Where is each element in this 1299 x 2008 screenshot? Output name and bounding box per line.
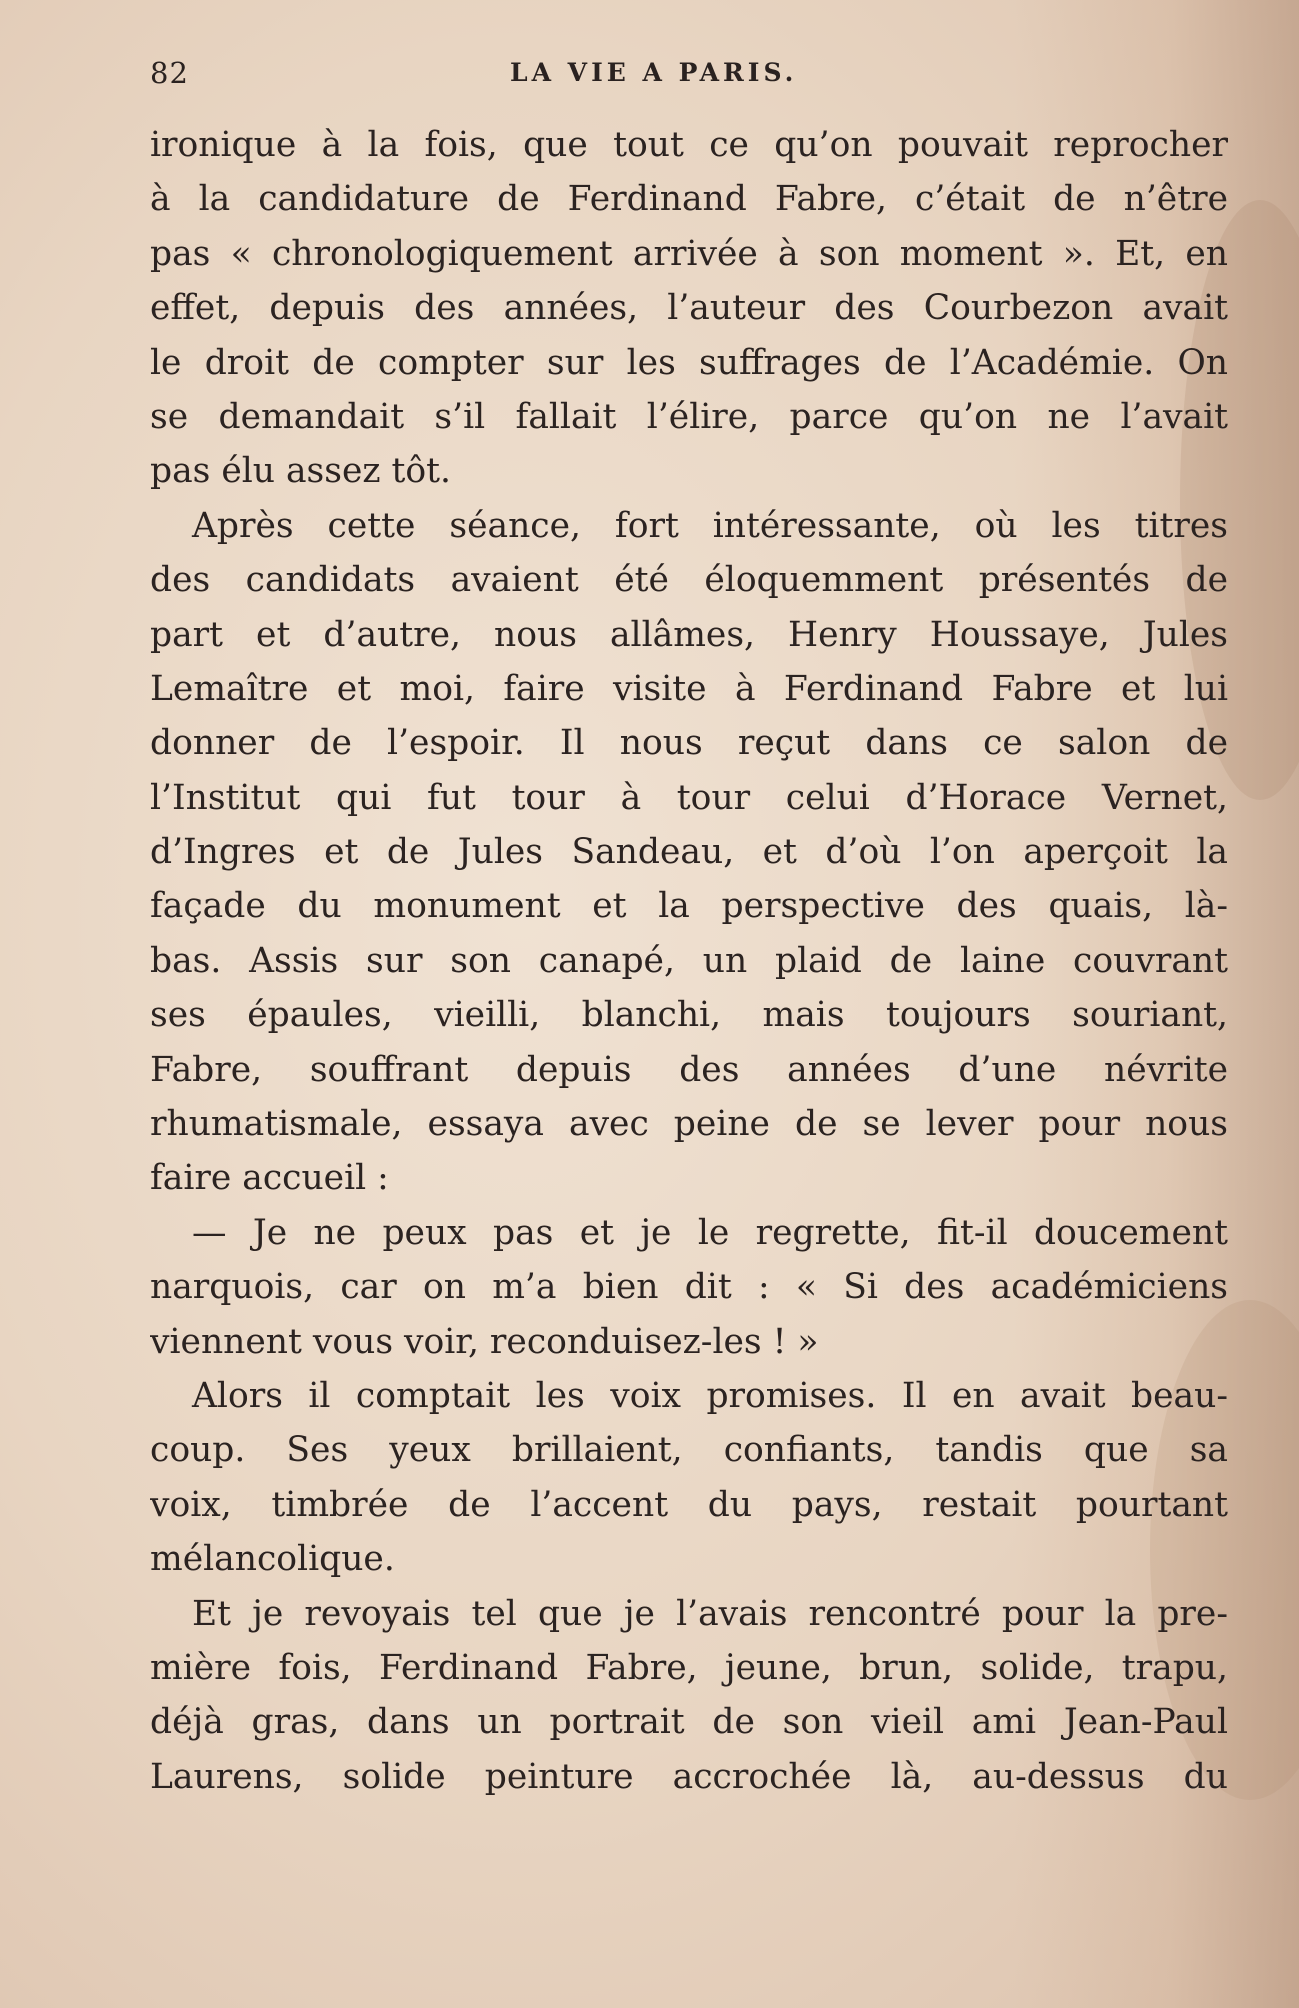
text-line: mélancolique. [150, 1539, 395, 1580]
text-line: façade du monument et la perspective des quais, là- [150, 886, 1228, 927]
text-line: l’Institut qui fut tour à tour celui d’Horace Vernet, [150, 777, 1228, 818]
text-line: part et d’autre, nous allâmes, Henry Houssaye, Jules [150, 614, 1228, 655]
text-line: d’Ingres et de Jules Sandeau, et d’où l’on aperçoit la [150, 832, 1228, 873]
text-line: Lemaître et moi, faire visite à Ferdinand Fabre et lui [150, 668, 1228, 709]
text-line: mière fois, Ferdinand Fabre, jeune, brun, solide, trapu, [150, 1647, 1228, 1688]
text-line: le droit de compter sur les suffrages de l’Académie. On [150, 342, 1228, 383]
body-text [150, 118, 1228, 1804]
text-line: pas élu assez tôt. [150, 451, 451, 492]
text-line: Fabre, souffrant depuis des années d’une névrite [150, 1049, 1228, 1090]
text-line: Alors il comptait les voix promises. Il en avait beau- [192, 1375, 1228, 1416]
text-line: des candidats avaient été éloquemment présentés de [150, 560, 1228, 601]
text-line: bas. Assis sur son canapé, un plaid de laine couvrant [150, 940, 1228, 981]
text-line: Laurens, solide peinture accrochée là, au-dessus du [150, 1756, 1228, 1797]
text-line: pas « chronologiquement arrivée à son moment ». Et, en [150, 233, 1228, 274]
text-line: se demandait s’il fallait l’élire, parce qu’on ne l’avait [150, 396, 1228, 437]
text-line: coup. Ses yeux brillaient, confiants, tandis que sa [150, 1430, 1228, 1471]
text-line: ironique à la fois, que tout ce qu’on pouvait reprocher [150, 125, 1228, 165]
text-line: déjà gras, dans un portrait de son vieil ami Jean-Paul [150, 1702, 1228, 1743]
text-line: ses épaules, vieilli, blanchi, mais toujours souriant, [150, 995, 1228, 1036]
text-line: donner de l’espoir. Il nous reçut dans ce salon de [150, 723, 1228, 764]
text-line: — Je ne peux pas et je le regrette, fit-il doucement [192, 1212, 1228, 1253]
text-line: faire accueil : [150, 1158, 389, 1199]
text-line: rhumatismale, essaya avec peine de se lever pour nous [150, 1104, 1228, 1145]
page-number: 82 [150, 56, 189, 90]
text-line: viennent vous voir, reconduisez-les ! » [150, 1321, 819, 1362]
running-title: LA VIE A PARIS. [510, 58, 798, 87]
text-line: Et je revoyais tel que je l’avais rencontré pour la pre- [192, 1593, 1228, 1634]
text-line: voix, timbrée de l’accent du pays, restait pourtant [150, 1484, 1228, 1525]
text-line: effet, depuis des années, l’auteur des Courbezon avait [150, 288, 1228, 329]
text-line: à la candidature de Ferdinand Fabre, c’était de n’être [150, 179, 1228, 220]
page-header [0, 56, 1299, 96]
text-line: Après cette séance, fort intéressante, où les titres [192, 505, 1228, 546]
text-line: narquois, car on m’a bien dit : « Si des académiciens [150, 1267, 1228, 1308]
